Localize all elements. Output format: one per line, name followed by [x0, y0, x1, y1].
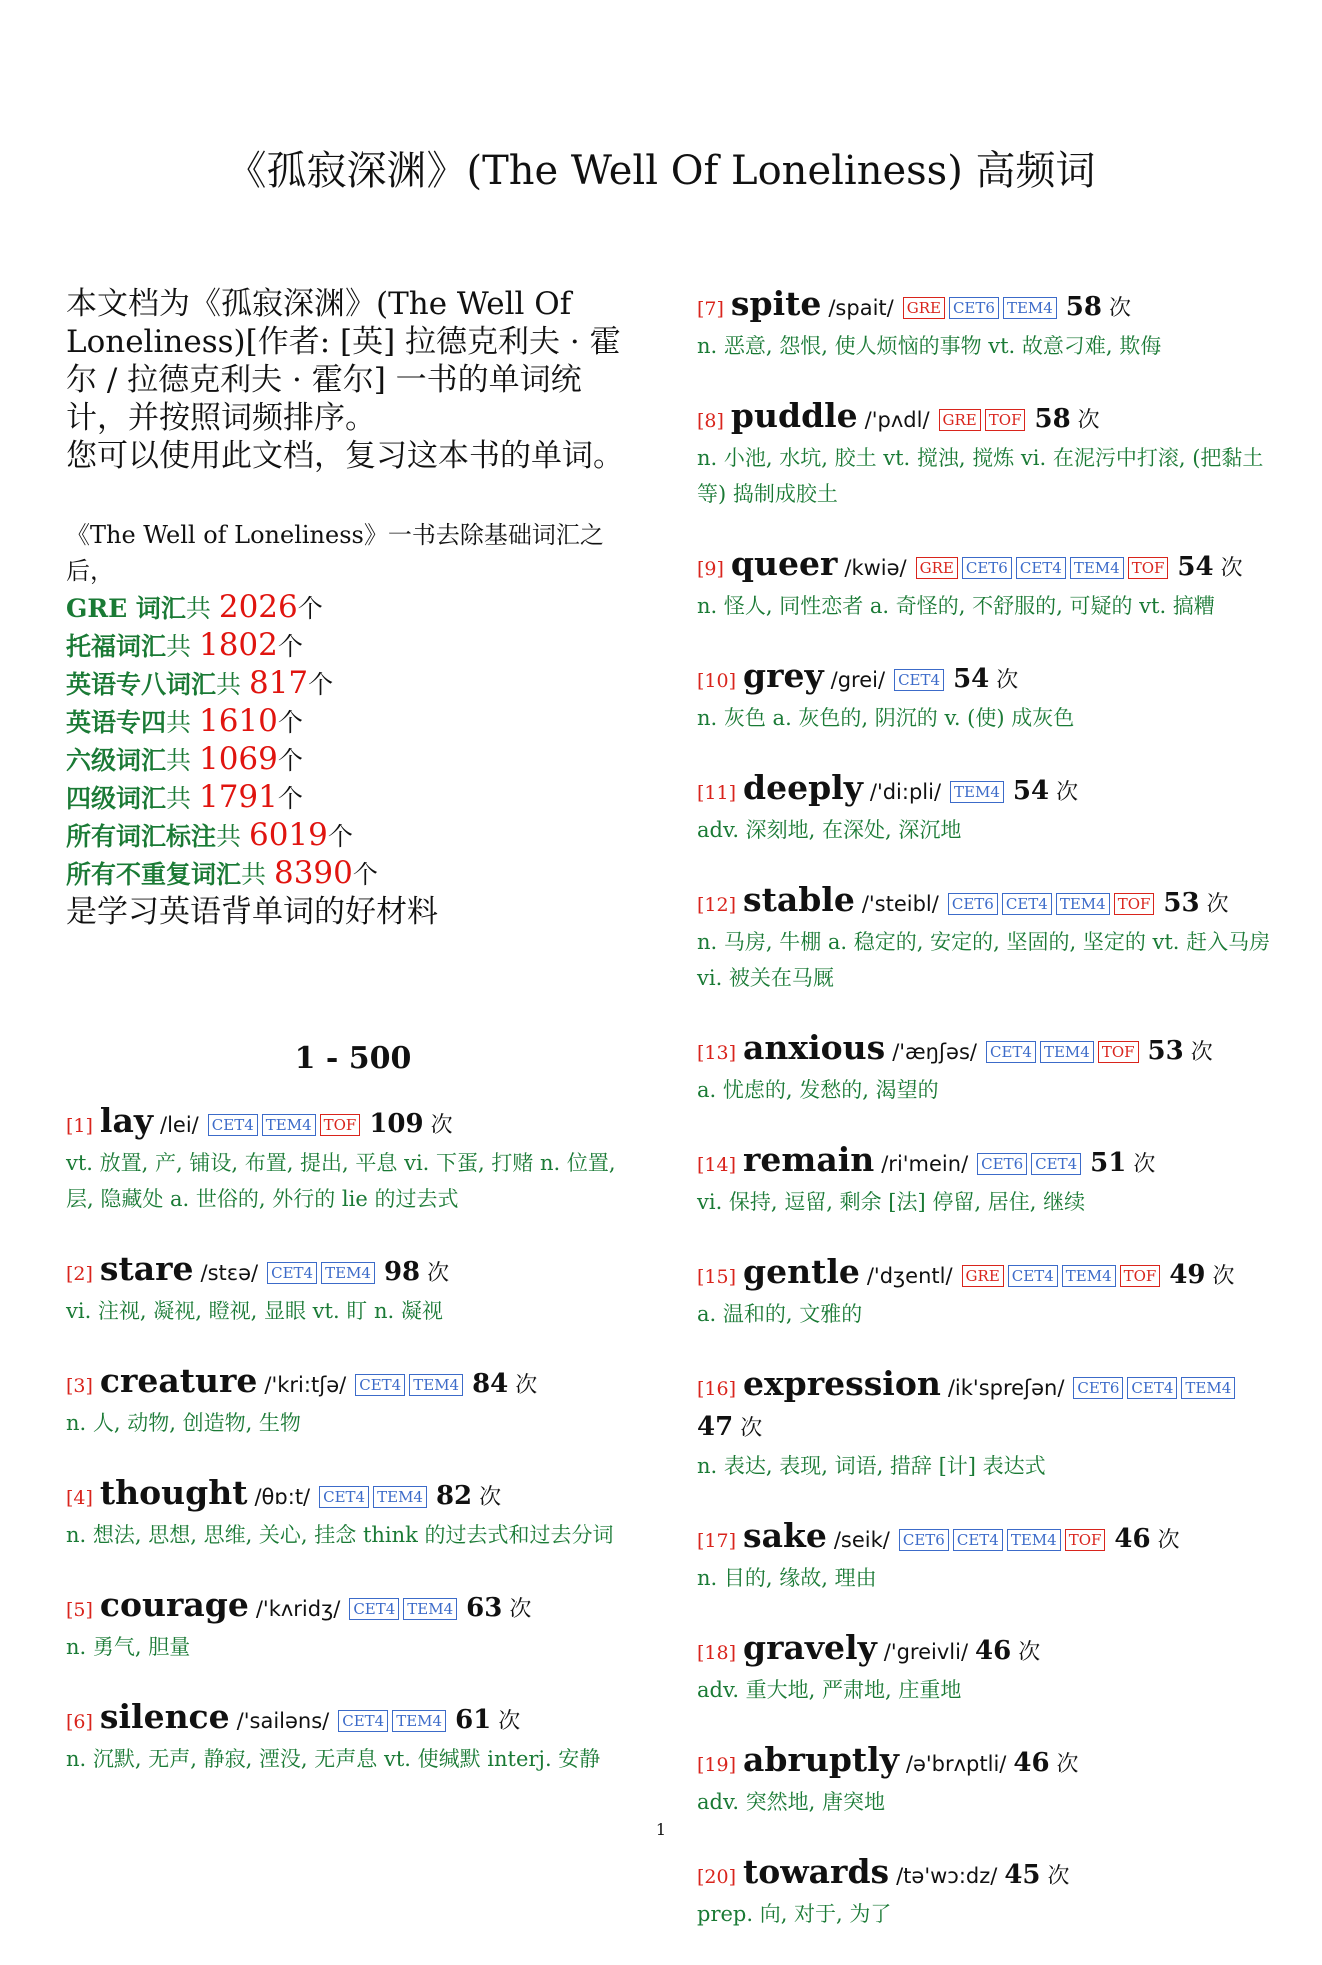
entry-tag: CET4 — [319, 1486, 369, 1508]
entry-tag: CET4 — [338, 1710, 388, 1732]
entry-count-suffix: 次 — [1190, 1040, 1213, 1065]
word-entry — [697, 1141, 1272, 1220]
entry-count: 63 — [466, 1593, 503, 1623]
stat-label: 所有词汇标注 — [66, 822, 217, 851]
stat-label: GRE 词汇 — [66, 594, 186, 623]
entry-index: [9] — [697, 558, 724, 580]
entry-count: 47 — [697, 1412, 734, 1442]
entry-definition: n. 恶意, 怨恨, 使人烦恼的事物 vt. 故意刁难, 欺侮 — [697, 334, 1162, 358]
stat-connector: 共 — [166, 632, 199, 661]
entry-phonetic: /ə'brʌptli/ — [905, 1752, 1007, 1776]
entry-count: 84 — [472, 1369, 509, 1399]
entry-header — [66, 1250, 640, 1293]
entry-definition: n. 小池, 水坑, 胶土 vt. 搅浊, 搅炼 vi. 在泥污中打滚, (把黏土等) 捣制成胶土 — [697, 446, 1264, 506]
entry-word: spite — [730, 284, 822, 323]
entry-tag: TOF — [1098, 1041, 1139, 1063]
word-entry — [697, 1253, 1272, 1332]
entry-word: expression — [743, 1364, 941, 1403]
stat-connector: 共 — [166, 708, 199, 737]
stat-unit: 个 — [277, 746, 303, 775]
stat-line — [66, 703, 640, 741]
entry-word: remain — [743, 1140, 875, 1179]
intro — [66, 285, 640, 475]
stat-connector: 共 — [166, 746, 199, 775]
entry-tag: CET4 — [208, 1114, 258, 1136]
entry-tag: TEM4 — [950, 781, 1004, 803]
entry-index: [7] — [697, 298, 724, 320]
entry-word: grey — [743, 656, 824, 695]
entry-count-suffix: 次 — [1108, 296, 1131, 321]
entry-tag: CET4 — [267, 1262, 317, 1284]
entry-tag: CET6 — [899, 1529, 949, 1551]
entry-definition: n. 勇气, 胆量 — [66, 1635, 191, 1659]
word-entry — [66, 1586, 640, 1665]
entry-tag: CET6 — [948, 893, 998, 915]
entry-index: [12] — [697, 894, 737, 916]
entry-definition: a. 忧虑的, 发愁的, 渴望的 — [697, 1078, 939, 1102]
entry-word: towards — [743, 1852, 890, 1891]
entry-phonetic: /'greivli/ — [883, 1640, 969, 1664]
stat-label: 英语专四 — [66, 708, 167, 737]
word-entry — [697, 657, 1272, 736]
entry-word: sake — [743, 1516, 827, 1555]
entry-count-suffix: 次 — [1018, 1640, 1041, 1665]
stat-line — [66, 741, 640, 779]
entry-count: 109 — [369, 1109, 424, 1139]
entry-index: [15] — [697, 1266, 737, 1288]
entry-phonetic: /spait/ — [828, 296, 894, 320]
entry-tag: TOF — [320, 1114, 361, 1136]
entry-definition: n. 表达, 表现, 词语, 措辞 [计] 表达式 — [697, 1454, 1046, 1478]
stat-label: 英语专八词汇 — [66, 670, 217, 699]
word-entry — [697, 1741, 1272, 1820]
word-list-right — [697, 285, 1272, 1932]
section-heading: 1 - 500 — [294, 1041, 412, 1076]
entry-header — [697, 1517, 1272, 1560]
entry-count: 54 — [1177, 552, 1214, 582]
entry-index: [20] — [697, 1866, 737, 1888]
entry-count-suffix: 次 — [1133, 1152, 1156, 1177]
entry-header — [697, 1853, 1272, 1896]
entry-count: 46 — [1013, 1748, 1050, 1778]
entry-tag: TEM4 — [321, 1262, 375, 1284]
entry-count: 82 — [435, 1481, 473, 1511]
word-entry — [697, 1853, 1272, 1932]
entry-count: 98 — [383, 1257, 421, 1287]
entry-count: 53 — [1163, 888, 1200, 918]
intro-paragraph: 本文档为《孤寂深渊》(The Well Of Loneliness)[作者: [英] 拉德克利夫 · 霍尔 / 拉德克利夫 · 霍尔] 一书的单词统计，并按照词频排序。 — [66, 286, 621, 436]
entry-count-suffix: 次 — [430, 1113, 453, 1138]
entry-word: deeply — [743, 768, 863, 807]
word-entry — [697, 881, 1272, 996]
entry-definition: vi. 注视, 凝视, 瞪视, 显眼 vt. 盯 n. 凝视 — [66, 1299, 443, 1323]
entry-tag: GRE — [903, 297, 945, 319]
entry-word: gravely — [743, 1628, 877, 1667]
word-entry — [697, 285, 1272, 364]
entry-phonetic: /kwiə/ — [844, 556, 907, 580]
entry-count-suffix: 次 — [1220, 556, 1243, 581]
entry-tag: TOF — [1120, 1265, 1161, 1287]
entry-header — [697, 285, 1272, 328]
stat-connector: 共 — [241, 860, 274, 889]
entry-definition: n. 怪人, 同性恋者 a. 奇怪的, 不舒服的, 可疑的 vt. 搞糟 — [697, 594, 1215, 618]
stat-connector: 共 — [216, 822, 249, 851]
entry-header — [66, 1698, 640, 1741]
entry-tag: TEM4 — [262, 1114, 316, 1136]
entry-count-suffix: 次 — [1212, 1264, 1235, 1289]
stat-count: 1802 — [198, 627, 278, 663]
entry-phonetic: /stɛə/ — [200, 1261, 259, 1285]
stats-list — [66, 589, 640, 893]
entry-index: [4] — [66, 1487, 93, 1509]
entry-definition: n. 沉默, 无声, 静寂, 湮没, 无声息 vt. 使缄默 interj. 安静 — [66, 1747, 601, 1771]
entry-tag: TOF — [1065, 1529, 1106, 1551]
entry-tag: TEM4 — [1003, 297, 1057, 319]
stats-closing: 是学习英语背单词的好材料 — [66, 894, 438, 930]
entry-word: queer — [730, 544, 838, 583]
intro-paragraph: 您可以使用此文档，复习这本书的单词。 — [66, 438, 624, 474]
entry-tag: TOF — [1114, 893, 1155, 915]
stat-count: 8390 — [273, 855, 353, 891]
entry-phonetic: /ri'mein/ — [881, 1152, 969, 1176]
entry-count-suffix: 次 — [740, 1416, 763, 1441]
entry-count-suffix: 次 — [1077, 408, 1100, 433]
entry-phonetic: /'pʌdl/ — [864, 408, 930, 432]
entry-header — [697, 657, 1272, 700]
stat-line — [66, 589, 640, 627]
entry-tag: CET4 — [1002, 893, 1052, 915]
entry-count-suffix: 次 — [1206, 892, 1229, 917]
entry-index: [18] — [697, 1642, 737, 1664]
entry-tag: CET4 — [1016, 557, 1066, 579]
entry-count-suffix: 次 — [1056, 780, 1079, 805]
entry-phonetic: /'di:pli/ — [869, 780, 942, 804]
entry-header — [697, 1741, 1272, 1784]
entry-tag: TOF — [985, 409, 1026, 431]
entry-count-suffix: 次 — [509, 1597, 532, 1622]
stat-unit: 个 — [277, 632, 303, 661]
entry-word: puddle — [730, 396, 858, 435]
word-entry — [697, 1517, 1272, 1596]
entry-definition: n. 目的, 缘故, 理由 — [697, 1566, 877, 1590]
entry-header — [697, 881, 1272, 924]
stat-count: 6019 — [248, 817, 328, 853]
page-title: 《孤寂深渊》(The Well Of Loneliness) 高频词 — [226, 148, 1096, 194]
entry-tag: TEM4 — [403, 1598, 457, 1620]
entry-tag: TEM4 — [1181, 1377, 1235, 1399]
entry-tag: TEM4 — [1040, 1041, 1094, 1063]
word-entry — [66, 1698, 640, 1777]
entry-index: [19] — [697, 1754, 737, 1776]
entry-tag: CET4 — [1031, 1153, 1081, 1175]
entry-word: stare — [99, 1249, 194, 1288]
entry-count-suffix: 次 — [498, 1709, 521, 1734]
stat-line — [66, 779, 640, 817]
entry-header — [66, 1102, 640, 1145]
stat-unit: 个 — [308, 670, 334, 699]
entry-phonetic: /'sailəns/ — [236, 1709, 330, 1733]
entry-word: silence — [99, 1697, 230, 1736]
entry-count: 61 — [455, 1705, 492, 1735]
stat-unit: 个 — [277, 784, 303, 813]
entry-tag: CET4 — [894, 669, 944, 691]
entry-header — [697, 1365, 1272, 1448]
entry-header — [697, 545, 1272, 588]
entry-definition: vt. 放置, 产, 铺设, 布置, 提出, 平息 vi. 下蛋, 打赌 n. 位置, 层, 隐藏处 a. 世俗的, 外行的 lie 的过去式 — [66, 1151, 616, 1211]
entry-tag: CET4 — [953, 1529, 1003, 1551]
word-entry — [66, 1250, 640, 1329]
word-entry — [697, 1365, 1272, 1484]
entry-definition: n. 灰色 a. 灰色的, 阴沉的 v. (使) 成灰色 — [697, 706, 1075, 730]
entry-index: [13] — [697, 1042, 737, 1064]
entry-definition: a. 温和的, 文雅的 — [697, 1302, 863, 1326]
stat-line — [66, 665, 640, 703]
entry-count: 45 — [1004, 1860, 1041, 1890]
entry-phonetic: /'dʒentl/ — [866, 1264, 953, 1288]
stat-connector: 共 — [166, 784, 199, 813]
entry-count-suffix: 次 — [427, 1261, 450, 1286]
entry-count-suffix: 次 — [996, 668, 1019, 693]
word-entry — [697, 397, 1272, 512]
entry-phonetic: /'kri:tʃə/ — [264, 1373, 347, 1397]
stat-line — [66, 627, 640, 665]
stat-unit: 个 — [297, 594, 323, 623]
entry-index: [6] — [66, 1711, 93, 1733]
entry-index: [10] — [697, 670, 737, 692]
entry-word: abruptly — [743, 1740, 899, 1779]
entry-phonetic: /grei/ — [830, 668, 886, 692]
stat-unit: 个 — [352, 860, 378, 889]
entry-count-suffix: 次 — [1157, 1528, 1180, 1553]
entry-header — [697, 1029, 1272, 1072]
entry-tag: TEM4 — [1007, 1529, 1061, 1551]
entry-tag: TEM4 — [373, 1486, 427, 1508]
stats-block — [66, 517, 640, 931]
entry-header — [697, 1141, 1272, 1184]
word-entry — [66, 1102, 640, 1217]
entry-tag: CET4 — [355, 1374, 405, 1396]
stat-line — [66, 817, 640, 855]
entry-header — [697, 1253, 1272, 1296]
entry-index: [3] — [66, 1375, 93, 1397]
entry-count: 58 — [1034, 404, 1071, 434]
entry-tag: CET4 — [1008, 1265, 1058, 1287]
word-entry — [66, 1474, 640, 1553]
entry-definition: vi. 保持, 逗留, 剩余 [法] 停留, 居住, 继续 — [697, 1190, 1086, 1214]
entry-index: [5] — [66, 1599, 93, 1621]
entry-phonetic: /θɒ:t/ — [254, 1485, 311, 1509]
word-entry — [697, 545, 1272, 624]
word-entry — [697, 769, 1272, 848]
entry-tag: CET6 — [949, 297, 999, 319]
stat-unit: 个 — [327, 822, 353, 851]
entry-definition: n. 马房, 牛棚 a. 稳定的, 安定的, 坚固的, 坚定的 vt. 赶入马房 vi. 被关在马厩 — [697, 930, 1271, 990]
stat-connector: 共 — [185, 594, 219, 623]
stat-connector: 共 — [216, 670, 249, 699]
entry-phonetic: /ik'spreʃən/ — [947, 1376, 1065, 1400]
left-column — [66, 285, 640, 1810]
entry-count-suffix: 次 — [1047, 1864, 1070, 1889]
entry-word: lay — [99, 1101, 154, 1140]
entry-definition: n. 想法, 思想, 思维, 关心, 挂念 think 的过去式和过去分词 — [66, 1523, 614, 1547]
entry-count: 53 — [1147, 1036, 1184, 1066]
entry-tag: GRE — [916, 557, 958, 579]
entry-count-suffix: 次 — [515, 1373, 538, 1398]
stat-count: 1791 — [198, 779, 278, 815]
entry-tag: CET4 — [1127, 1377, 1177, 1399]
entry-header — [697, 769, 1272, 812]
entry-tag: TEM4 — [1062, 1265, 1116, 1287]
entry-header — [66, 1362, 640, 1405]
entry-tag: CET4 — [349, 1598, 399, 1620]
entry-count: 46 — [1114, 1524, 1151, 1554]
word-entry — [66, 1362, 640, 1441]
entry-word: anxious — [743, 1028, 886, 1067]
stat-label: 托福词汇 — [66, 632, 167, 661]
stat-count: 817 — [248, 665, 309, 701]
entry-tag: TEM4 — [1070, 557, 1124, 579]
entry-header — [697, 1629, 1272, 1672]
entry-index: [2] — [66, 1263, 93, 1285]
entry-count: 51 — [1090, 1148, 1127, 1178]
stat-count: 1069 — [198, 741, 278, 777]
stat-label: 四级词汇 — [66, 784, 167, 813]
entry-count: 54 — [1012, 776, 1050, 806]
entry-count-suffix: 次 — [1056, 1752, 1079, 1777]
word-entry — [697, 1629, 1272, 1708]
entry-index: [14] — [697, 1154, 737, 1176]
stat-label: 所有不重复词汇 — [66, 860, 242, 889]
entry-count: 49 — [1169, 1260, 1206, 1290]
entry-tag: TEM4 — [1056, 893, 1110, 915]
entry-tag: GRE — [939, 409, 981, 431]
entry-tag: TOF — [1128, 557, 1169, 579]
entry-header — [66, 1586, 640, 1629]
entry-index: [17] — [697, 1530, 737, 1552]
stat-count: 1610 — [198, 703, 278, 739]
stats-lead: 《The Well of Loneliness》一书去除基础词汇之后， — [66, 521, 604, 585]
entry-phonetic: /'steibl/ — [861, 892, 939, 916]
entry-definition: n. 人, 动物, 创造物, 生物 — [66, 1411, 301, 1435]
entry-index: [1] — [66, 1115, 93, 1137]
entry-index: [11] — [697, 782, 737, 804]
entry-phonetic: /'æŋʃəs/ — [892, 1040, 977, 1064]
entry-tag: TEM4 — [409, 1374, 463, 1396]
entry-header — [66, 1474, 640, 1517]
entry-phonetic: /lei/ — [160, 1113, 199, 1137]
right-column — [697, 285, 1272, 1965]
stat-label: 六级词汇 — [66, 746, 167, 775]
entry-count-suffix: 次 — [479, 1485, 502, 1510]
entry-tag: GRE — [962, 1265, 1004, 1287]
stat-count: 2026 — [218, 589, 298, 625]
entry-tag: CET6 — [962, 557, 1012, 579]
entry-definition: prep. 向, 对于, 为了 — [697, 1902, 892, 1926]
entry-phonetic: /tə'wɔ:dz/ — [896, 1864, 998, 1888]
entry-word: stable — [743, 880, 855, 919]
stat-line — [66, 855, 640, 893]
entry-word: gentle — [743, 1252, 860, 1291]
entry-header — [697, 397, 1272, 440]
entry-word: thought — [99, 1473, 248, 1512]
entry-index: [16] — [697, 1378, 737, 1400]
entry-count: 54 — [953, 664, 990, 694]
entry-word: courage — [99, 1585, 249, 1624]
word-entry — [697, 1029, 1272, 1108]
entry-phonetic: /seik/ — [833, 1528, 890, 1552]
entry-definition: adv. 深刻地, 在深处, 深沉地 — [697, 818, 962, 842]
entry-tag: CET6 — [977, 1153, 1027, 1175]
entry-tag: CET4 — [986, 1041, 1036, 1063]
word-list-left — [66, 1102, 640, 1777]
stat-unit: 个 — [277, 708, 303, 737]
entry-definition: adv. 重大地, 严肃地, 庄重地 — [697, 1678, 962, 1702]
entry-tag: CET6 — [1073, 1377, 1123, 1399]
entry-count: 58 — [1065, 292, 1102, 322]
page-number: 1 — [655, 1820, 667, 1839]
entry-definition: adv. 突然地, 唐突地 — [697, 1790, 886, 1814]
entry-tag: TEM4 — [392, 1710, 446, 1732]
entry-phonetic: /'kʌridʒ/ — [255, 1597, 341, 1621]
entry-word: creature — [99, 1361, 258, 1400]
entry-index: [8] — [697, 410, 724, 432]
entry-count: 46 — [975, 1636, 1012, 1666]
